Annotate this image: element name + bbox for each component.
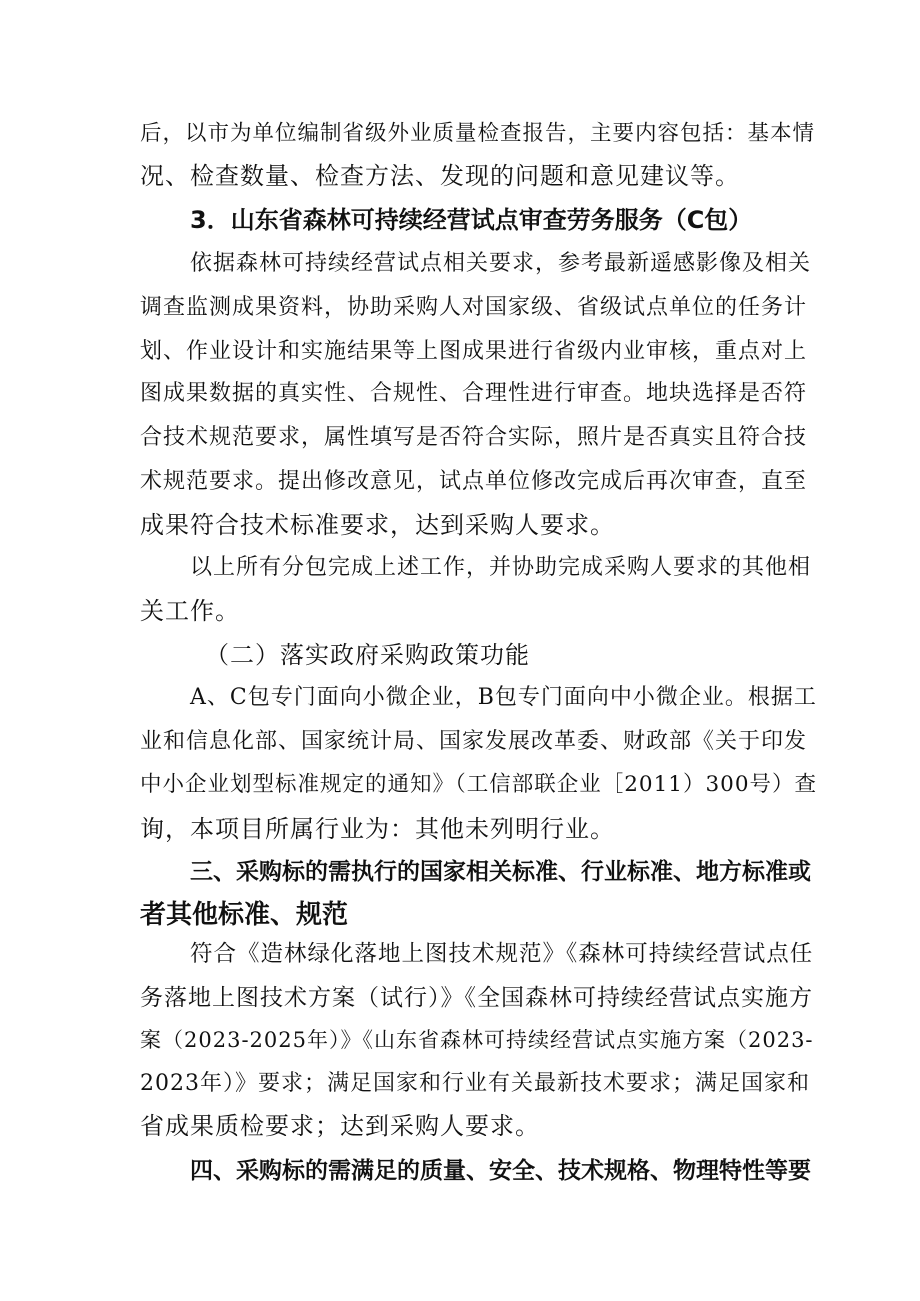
paragraph-line: 后，以市为单位编制省级外业质量检查报告，主要内容包括：基本情 (140, 121, 816, 146)
paragraph-line: 以上所有分包完成上述工作，并协助完成采购人要求的其他相 (190, 555, 812, 580)
paragraph-line: 案（2023-2025年）》《山东省森林可持续经营试点实施方案（2023- (140, 1028, 814, 1052)
paragraph-line: 成果符合技术标准要求，达到采购人要求。 (140, 511, 615, 539)
paragraph-line: 省成果质检要求；达到采购人要求。 (140, 1112, 540, 1140)
paragraph-line: 询，本项目所属行业为：其他未列明行业。 (140, 815, 615, 843)
section-heading-three-cont: 者其他标准、规范 (140, 900, 349, 930)
paragraph-line: 2023年）》要求；满足国家和行业有关最新技术要求；满足国家和 (140, 1071, 810, 1096)
paragraph-line: 符合《造林绿化落地上图技术规范》《森林可持续经营试点任 (190, 941, 814, 967)
paragraph-line: 中小企业划型标准规定的通知》（工信部联企业［2011）300号）查 (140, 772, 818, 797)
subsection-heading: （二）落实政府采购政策功能 (205, 641, 530, 669)
section-heading-3: 3．山东省森林可持续经营试点审查劳务服务（C包） (190, 206, 753, 234)
paragraph-line: 关工作。 (140, 597, 240, 625)
paragraph-line: 况、检查数量、检查方法、发现的问题和意见建议等。 (140, 162, 740, 190)
paragraph-line: 术规范要求。提出修改意见，试点单位修改完成后再次审查，直至 (140, 469, 808, 494)
section-heading-three: 三、采购标的需执行的国家相关标准、行业标准、地方标准或 (190, 859, 811, 885)
paragraph-line: A、C包专门面向小微企业，B包专门面向中小微企业。根据工 (190, 685, 817, 710)
paragraph-line: 依据森林可持续经营试点相关要求，参考最新遥感影像及相关 (190, 251, 812, 276)
paragraph-line: 图成果数据的真实性、合规性、合理性进行审查。地块选择是否符 (140, 381, 808, 406)
paragraph-line: 合技术规范要求，属性填写是否符合实际，照片是否真实且符合技 (140, 425, 808, 450)
section-heading-four: 四、采购标的需满足的质量、安全、技术规格、物理特性等要 (190, 1158, 811, 1184)
paragraph-line: 业和信息化部、国家统计局、国家发展改革委、财政部《关于印发 (140, 729, 808, 754)
paragraph-line: 务落地上图技术方案（试行）》《全国森林可持续经营试点实施方 (140, 985, 813, 1011)
paragraph-line: 划、作业设计和实施结果等上图成果进行省级内业审核，重点对上 (140, 339, 808, 364)
paragraph-line: 调查监测成果资料，协助采购人对国家级、省级试点单位的任务计 (140, 295, 808, 320)
